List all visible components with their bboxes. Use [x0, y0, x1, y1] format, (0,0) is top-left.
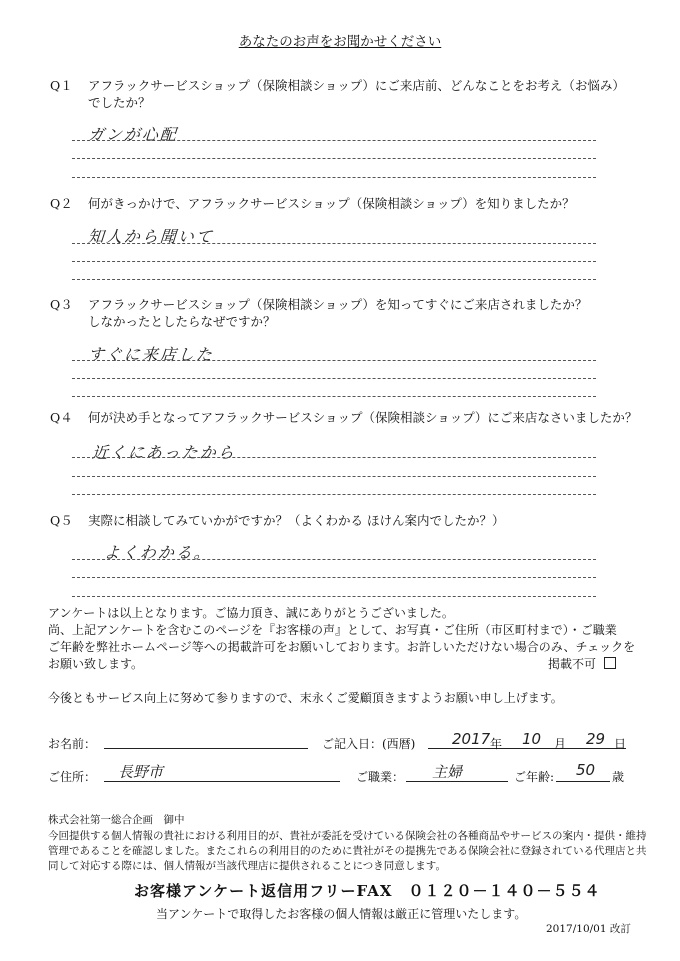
q2-number: Q２ — [50, 196, 73, 211]
date-year: 2017 — [452, 730, 491, 748]
age-unit: 歳 — [612, 770, 625, 784]
revision-date: 2017/10/01 改訂 — [546, 923, 631, 935]
q1-number: Q１ — [50, 78, 73, 93]
privacy-line-3: 同して対応する際には、個人情報が当該代理店に提供されることにつき同意します。 — [48, 860, 446, 872]
q3-text-cont: しなかったとしたらなぜですか？ — [88, 314, 276, 329]
answer-line — [72, 577, 596, 578]
age-value: 50 — [576, 761, 596, 779]
closing-line-4: お願い致します。 — [48, 657, 144, 671]
answer-line — [72, 261, 596, 262]
answer-line — [72, 177, 596, 178]
privacy-line-1: 今回提供する個人情報の貴社における利用目的が、貴社が委託を受けている保険会社の各種商品やサービスの案内・提供・維持 — [48, 830, 647, 842]
closing-line-1: アンケートは以上となります。ご協力頂き、誠にありがとうございました。 — [48, 606, 454, 620]
company-name: 株式会社第一総合企画 御中 — [48, 814, 185, 826]
address-label: ご住所： — [48, 770, 97, 784]
name-field[interactable] — [104, 748, 308, 749]
q5-answer: よくわかる。 — [103, 543, 213, 562]
answer-line — [72, 396, 596, 397]
q4-number: Q４ — [50, 410, 73, 425]
q4-text: 何が決め手となってアフラックサービスショップ（保険相談ショップ）にご来店なさいましたか？ — [88, 410, 638, 425]
name-label: お名前： — [48, 737, 97, 751]
month-unit: 月 — [554, 737, 567, 751]
q3-answer: すぐに来店した — [87, 345, 215, 364]
answer-line — [72, 378, 596, 379]
answer-line — [72, 243, 596, 244]
fax-number: お客様アンケート返信用フリーFAX ０１２０－１４０－５５４ — [134, 882, 601, 900]
q3-number: Q３ — [50, 297, 73, 312]
age-field[interactable] — [556, 781, 610, 782]
date-day: 29 — [586, 730, 606, 748]
q1-answer: ガンが心配 — [87, 125, 179, 144]
q2-text: 何がきっかけで、アフラックサービスショップ（保険相談ショップ）を知りましたか？ — [88, 196, 575, 211]
answer-line — [72, 360, 596, 361]
answer-line — [72, 158, 596, 159]
privacy-notice: 当アンケートで取得したお客様の個人情報は厳正に管理いたします。 — [156, 907, 527, 921]
date-field[interactable] — [428, 748, 626, 749]
answer-line — [72, 494, 596, 495]
year-unit: 年 — [490, 737, 503, 751]
answer-line — [72, 559, 596, 560]
age-label: ご年齢: — [514, 770, 555, 784]
q4-answer: 近くにあったから — [91, 443, 237, 462]
checkbox-icon[interactable] — [604, 657, 616, 669]
page-title: あなたのお声をお聞かせください — [238, 34, 442, 50]
no-publish-checkbox[interactable] — [548, 656, 616, 672]
answer-line — [72, 596, 596, 597]
closing-line-2: 尚、上記アンケートを含むこのページを『お客様の声』として、お写真・ご住所（市区町村まで）・ご職業 — [48, 623, 617, 637]
address-value: 長野市 — [118, 763, 164, 781]
job-value: 主婦 — [432, 763, 463, 781]
q3-text: アフラックサービスショップ（保険相談ショップ）を知ってすぐにご来店されましたか？ — [88, 297, 588, 312]
q2-answer: 知人から聞いて — [87, 227, 215, 246]
no-publish-label: 掲載不可 — [548, 657, 597, 671]
answer-line — [72, 457, 596, 458]
answer-line — [72, 140, 596, 141]
q5-number: Q５ — [50, 513, 73, 528]
closing-line-5: 今後ともサービス向上に努めて参りますので、末永くご愛顧頂きますようお願い申し上げます。 — [48, 691, 563, 705]
q5-text: 実際に相談してみていかがですか？（よくわかる ほけん案内でしたか？） — [88, 513, 505, 528]
q1-text: アフラックサービスショップ（保険相談ショップ）にご来店前、どんなことをお考え（お悩み） — [88, 78, 625, 93]
answer-line — [72, 476, 596, 477]
q1-text-cont: でしたか？ — [88, 95, 151, 110]
date-month: 10 — [522, 730, 542, 748]
closing-line-3: ご年齢を弊社ホームページ等への掲載許可をお願いしております。お許しいただけない場合のみ、チェックを — [48, 640, 636, 654]
date-label: ご記入日：(西暦) — [322, 737, 416, 751]
day-unit: 日 — [614, 737, 627, 751]
answer-line — [72, 279, 596, 280]
job-label: ご職業： — [356, 770, 405, 784]
privacy-line-2: 管理であることを確認しました。またこれらの利用目的のために貴社がその提携先である保険会社に登録されている代理店と共 — [48, 845, 647, 857]
